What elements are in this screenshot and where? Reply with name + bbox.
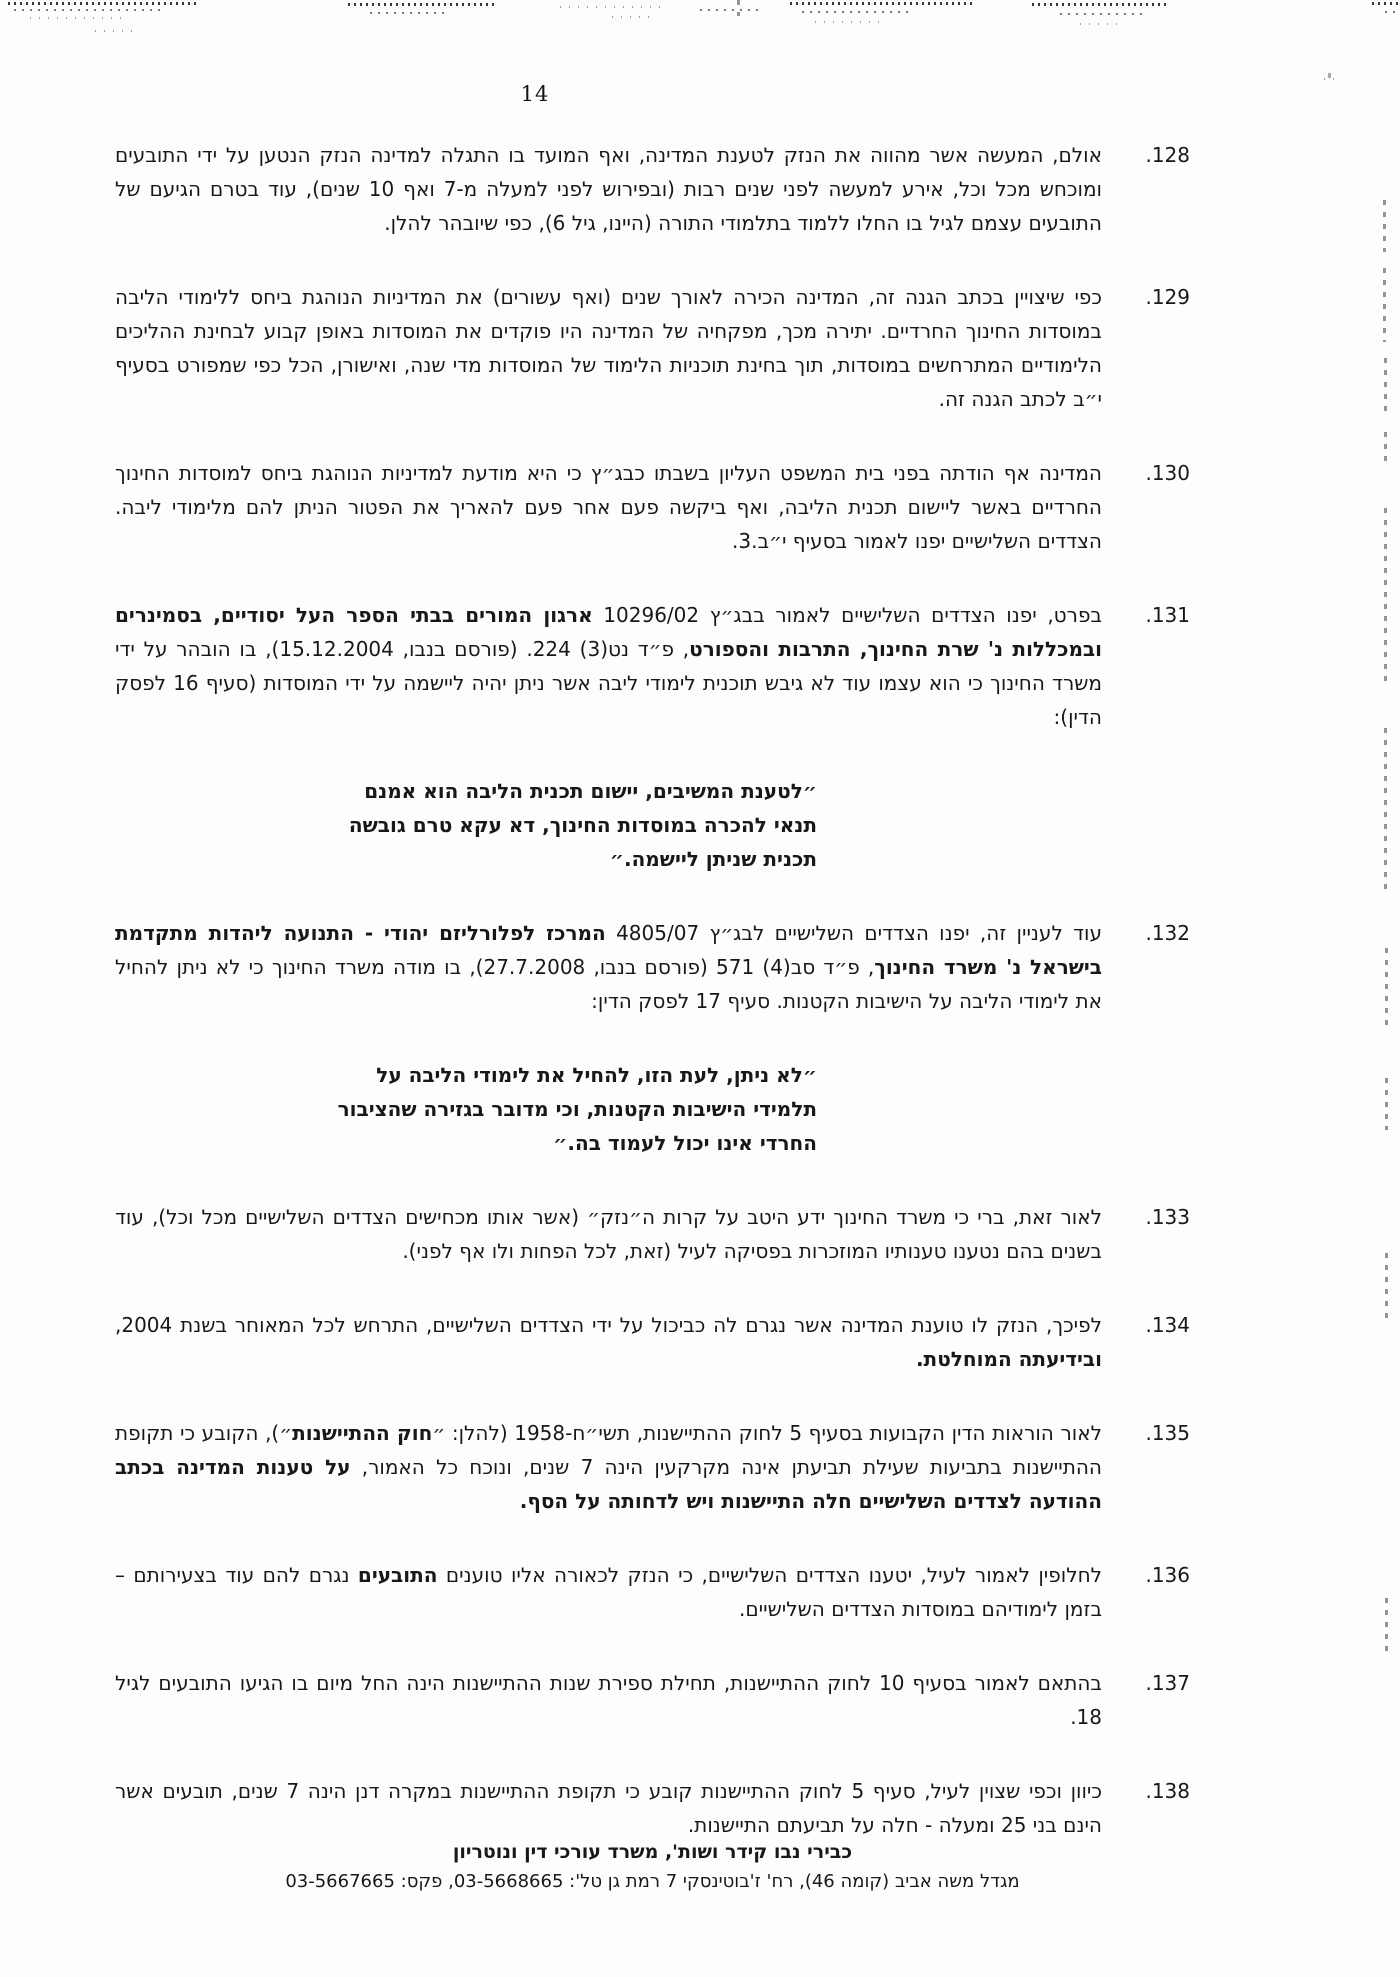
page-number: 14 bbox=[520, 82, 550, 106]
paragraph-text: כפי שיצויין בכתב הגנה זה, המדינה הכירה לאורך שנים (ואף עשורים) את המדיניות הנוהגת ביחס ללימודי הליבה במוסדות החינוך החרדיים. יתירה מכך, מפקחיה של המדינה היו פוקדים את המוסדות באופן קבוע לבחינת ההליכים הלימודיים המתרחשים במוסדות, תוך בחינת תוכניות הלימוד של המוסדות מדי שנה, ואישורן, הכל כפי שמפורט בסעיף י״ב לכתב הגנה זה. bbox=[115, 285, 1102, 411]
paragraph-number: 132. bbox=[1145, 921, 1190, 945]
scan-noise-strip bbox=[737, 0, 740, 16]
scan-edge-artifact bbox=[1384, 358, 1387, 416]
scan-edge-artifact bbox=[1384, 432, 1387, 466]
paragraph-number: 134. bbox=[1145, 1313, 1190, 1337]
block-quote: ״לטענת המשיבים, יישום תכנית הליבה הוא אמנם תנאי להכרה במוסדות החינוך, דא עקא טרם גובשה תכנית שניתן ליישמה.״ bbox=[348, 779, 817, 871]
law-firm-name: כבירי נבו קידר ושות', משרד עורכי דין ונוטריון bbox=[452, 1841, 853, 1863]
scan-noise-strip bbox=[348, 3, 498, 6]
paragraph-text: המדינה אף הודתה בפני בית המשפט העליון בשבתו כבג״ץ כי היא מודעת למדיניות הנוהגת ביחס למוסדות החינוך החרדיים באשר ליישום תכנית הליבה, ואף ביקשה פעם אחר פעם להאריך את הפטור הניתן להם מלימודי ליבה. הצדדים השלישיים יפנו לאמור בסעיף י״ב.3. bbox=[115, 461, 1102, 553]
scan-noise-strip bbox=[802, 11, 912, 13]
law-firm-footer bbox=[115, 1840, 1190, 1894]
scan-noise-strip bbox=[8, 2, 198, 5]
block-quote: ״לא ניתן, לעת הזו, להחיל את לימודי הליבה על תלמידי הישיבות הקטנות, וכי מדובר בגזירה שהציבור החרדי אינו יכול לעמוד בה.״ bbox=[337, 1063, 817, 1155]
scan-noise-strip bbox=[560, 6, 660, 8]
paragraph-137 bbox=[115, 1666, 1190, 1734]
scan-edge-artifact bbox=[1385, 1253, 1388, 1321]
paragraph-130 bbox=[115, 456, 1190, 558]
paragraph-131 bbox=[115, 598, 1190, 734]
scan-edge-artifact bbox=[1383, 268, 1386, 342]
scan-edge-artifact bbox=[1385, 948, 1388, 1026]
paragraph-text: לפיכך, הנזק לו טוענת המדינה אשר נגרם לה כביכול על ידי הצדדים השלישיים, התרחש לכל המאוחר בשנת 2004, ובידיעתה המוחלטת. bbox=[115, 1313, 1102, 1371]
scan-noise-strip bbox=[612, 16, 657, 18]
paragraph-number: 128. bbox=[1145, 143, 1190, 167]
law-firm-address: מגדל משה אביב (קומה 46), רח' ז'בוטינסקי 7 רמת גן טל': 03-5668665, פקס: 03-5667665 bbox=[285, 1871, 1020, 1892]
paragraph-text: בפרט, יפנו הצדדים השלישיים לאמור בבג״ץ 10296/02 ארגון המורים בבתי הספר העל יסודיים, בסמינרים ובמכללות נ' שרת החינוך, התרבות והספורט, פ״ד נט(3) 224. (פורסם בנבו, 15.12.2004), בו הובהר על ידי משרד החינוך כי הוא עצמו עוד לא גיבש תוכנית לימודי ליבה אשר ניתן יהיה ליישמה על ידי המוסדות (סעיף 16 לפסק הדין): bbox=[115, 603, 1102, 729]
paragraph-138 bbox=[115, 1774, 1190, 1842]
scan-noise-strip bbox=[370, 12, 450, 14]
paragraph-text: לחלופין לאמור לעיל, יטענו הצדדים השלישיים, כי הנזק לכאורה אליו טוענים התובעים נגרם להם עוד בצעירותם – בזמן לימודיהם במוסדות הצדדים השלישיים. bbox=[115, 1563, 1103, 1621]
paragraph-128 bbox=[115, 138, 1190, 240]
paragraph-text: לאור הוראות הדין הקבועות בסעיף 5 לחוק ההתיישנות, תשי״ח-1958 (להלן: ״חוק ההתיישנות״), הקובע כי תקופת ההתיישנות בתביעות שעילת תביעתן אינה מקרקעין הינה 7 שנים, ונוכח כל האמור, על טענות המדינה בכתב ההודעה לצדדים השלישיים חלה התיישנות ויש לדחותה על הסף. bbox=[115, 1421, 1102, 1513]
scan-edge-artifact bbox=[1384, 508, 1387, 688]
scan-noise-strip bbox=[1080, 23, 1125, 25]
paragraph-number: 133. bbox=[1145, 1205, 1190, 1229]
paragraph-133 bbox=[115, 1200, 1190, 1268]
scan-noise-strip bbox=[1372, 2, 1400, 5]
scan-noise-strip bbox=[1032, 3, 1167, 6]
paragraph-136 bbox=[115, 1558, 1190, 1626]
document-body bbox=[115, 138, 1190, 1882]
paragraph-number: 135. bbox=[1145, 1421, 1190, 1445]
paragraph-132 bbox=[115, 916, 1190, 1018]
paragraph-text: בהתאם לאמור בסעיף 10 לחוק ההתיישנות, תחילת ספירת שנות ההתיישנות הינה החל מיום בו הגיעו התובעים לגיל 18. bbox=[115, 1671, 1102, 1729]
scan-noise-strip bbox=[95, 30, 135, 32]
scan-noise-strip bbox=[14, 9, 164, 11]
scan-noise-strip bbox=[1060, 13, 1145, 15]
paragraph-number: 136. bbox=[1145, 1563, 1190, 1587]
paragraph-text: כיוון וכפי שצוין לעיל, סעיף 5 לחוק ההתיישנות קובע כי תקופת ההתיישנות במקרה דנן הינה 7 שנים, תובעים אשר הינם בני 25 ומעלה - חלה על תביעתם התיישנות. bbox=[115, 1779, 1102, 1837]
paragraph-text: אולם, המעשה אשר מהווה את הנזק לטענת המדינה, ואף המועד בו התגלה למדינה הנזק הנטען על ידי התובעים ומוכחש מכל וכל, אירע למעשה לפני שנים רבות (ובפירוש לפני למעלה מ-7 ואף 10 שנים), עוד בטרם הגיעם של התובעים עצמם לגיל בו החלו ללמוד בתלמודי התורה (היינו, גיל 6), כפי שיובהר להלן. bbox=[115, 143, 1102, 235]
scan-noise-strip bbox=[815, 21, 885, 23]
paragraph-135 bbox=[115, 1416, 1190, 1518]
paragraph-number: 137. bbox=[1145, 1671, 1190, 1695]
paragraph-number: 131. bbox=[1145, 603, 1190, 627]
scan-edge-artifact bbox=[1384, 728, 1387, 890]
paragraph-number: 130. bbox=[1145, 461, 1190, 485]
paragraph-text: לאור זאת, ברי כי משרד החינוך ידע היטב על קרות ה״נזק״ (אשר אותו מכחישים הצדדים השלישיים מכל וכל), עוד בשנים בהם נטענו טענותיו המוזכרות בפסיקה לעיל (זאת, לכל הפחות ולו אף לפני). bbox=[115, 1205, 1102, 1263]
scan-edge-artifact bbox=[1385, 1598, 1388, 1658]
scan-noise-strip bbox=[790, 2, 975, 5]
paragraph-text: עוד לעניין זה, יפנו הצדדים השלישיים לבג״ץ 4805/07 המרכז לפלורליזם יהודי - התנועה ליהדות מתקדמת בישראל נ' משרד החינוך, פ״ד סב(4) 571 (פורסם בנבו, 27.7.2008), בו מודה משרד החינוך כי לא ניתן להחיל את לימודי הליבה על הישיבות הקטנות. סעיף 17 לפסק הדין: bbox=[115, 921, 1103, 1013]
scan-edge-artifact bbox=[1385, 1078, 1388, 1130]
paragraph-number: 129. bbox=[1145, 285, 1190, 309]
scan-noise-strip bbox=[30, 17, 125, 19]
paragraph-129 bbox=[115, 280, 1190, 416]
scan-noise-strip bbox=[700, 9, 760, 11]
scan-noise-speck bbox=[1328, 73, 1331, 83]
scan-edge-artifact bbox=[1383, 200, 1386, 252]
paragraph-134 bbox=[115, 1308, 1190, 1376]
paragraph-number: 138. bbox=[1145, 1779, 1190, 1803]
scan-noise-strip bbox=[1385, 11, 1400, 13]
